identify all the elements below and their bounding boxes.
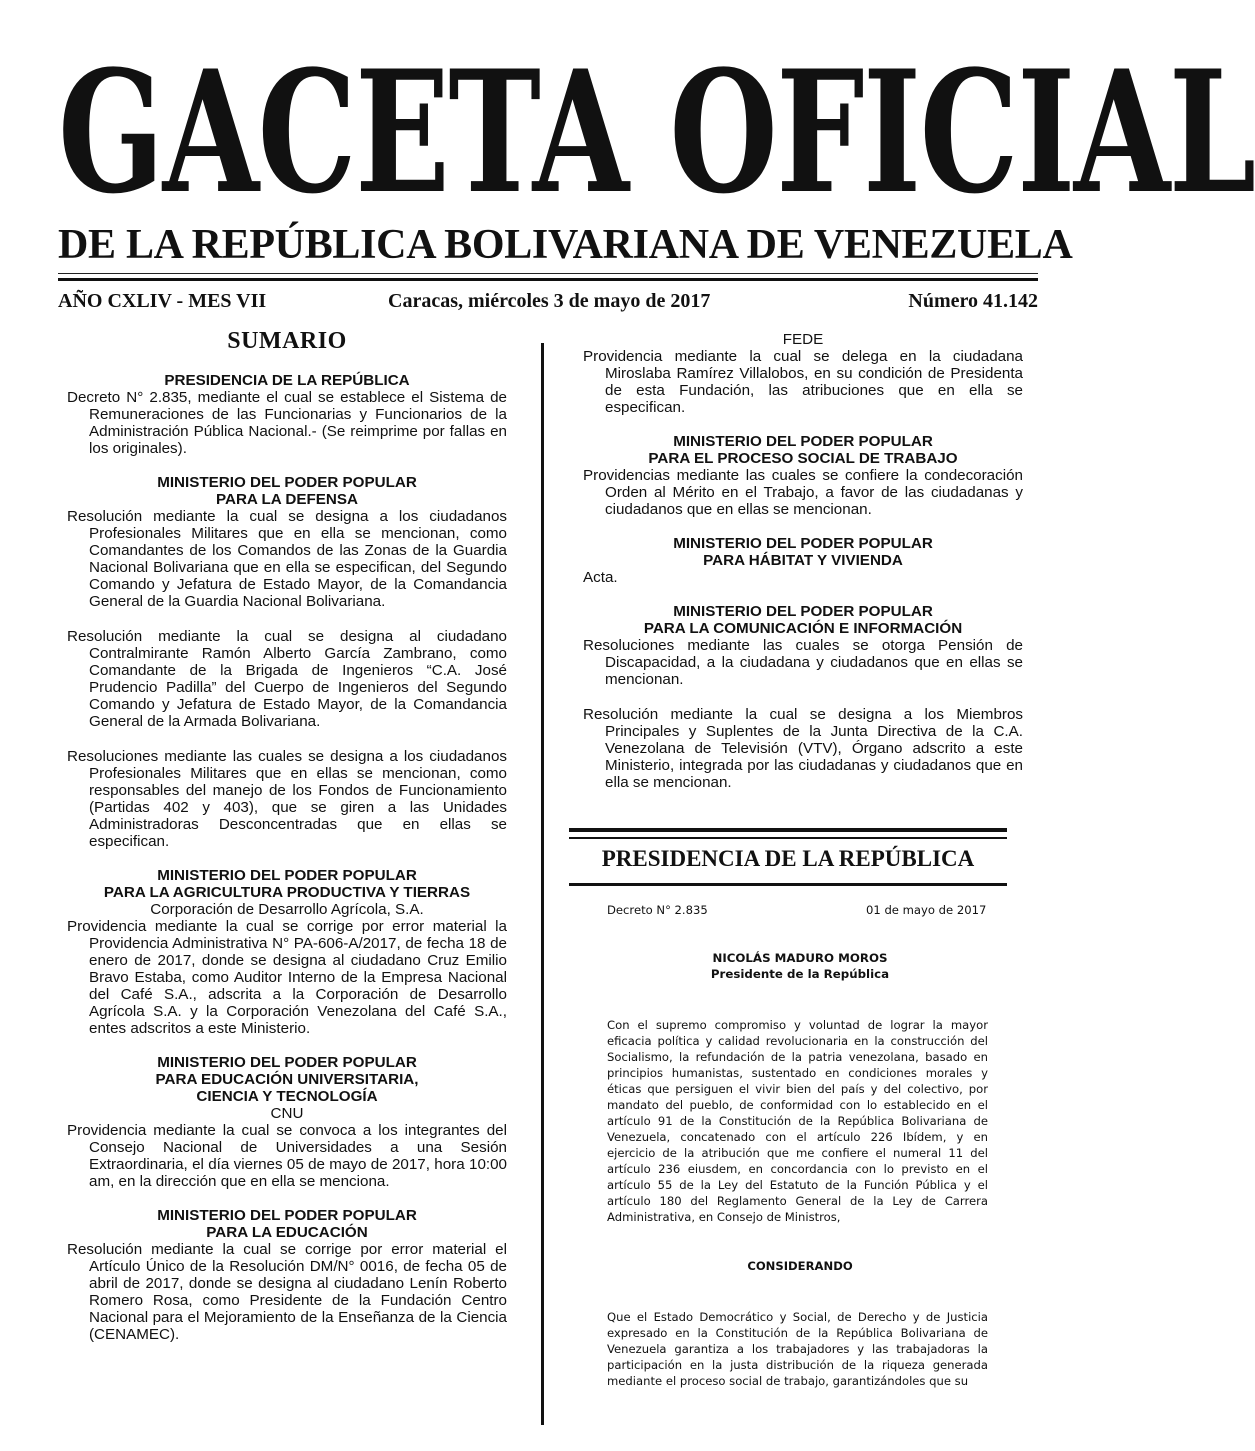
summary-entry: Resoluciones mediante las cuales se designa a los ciudadanos Profesionales Militares que en ellas se mencionan, como responsables del manejo de los Fondos de Funcionamiento (Partidas 402 y 403), que se giren a las Unidades Administradoras Desconcentradas que en ellas se especifican. <box>67 748 507 850</box>
section-heading: PARA LA EDUCACIÓN <box>206 1224 368 1241</box>
section-heading: MINISTERIO DEL PODER POPULAR <box>673 535 933 552</box>
section-band-top <box>569 828 1007 839</box>
section-heading: MINISTERIO DEL PODER POPULAR <box>673 603 933 620</box>
section-heading: PARA LA COMUNICACIÓN E INFORMACIÓN <box>643 620 963 637</box>
masthead-rule-top <box>58 273 1038 274</box>
decree-preamble: Con el supremo compromiso y voluntad de lograr la mayor eficacia política y calidad revolucionaria en la construcción del Socialismo, la refundación de la patria venezolana, basado en principios humanistas, sustentado en condiciones morales y éticas que persiguen el vivir bien del país y del colectivo, por mandato del pueblo, de conformidad con lo establecido en el artículo 91 de la Constitución de la República Bolivariana de Venezuela, concatenado con el artículo 226 Ibídem, y en ejercicio de la atribución que me confiere el numeral 11 del artículo 236 eiusdem, en concordancia con lo previsto en el artículo 55 de la Ley del Estatuto de la Función Pública y el artículo 180 del Reglamento General de la Ley de Carrera Administrativa, en Consejo de Ministros, <box>607 1018 988 1224</box>
section-band-bottom <box>569 883 1007 886</box>
sumario-title: SUMARIO <box>227 328 347 354</box>
section-heading: MINISTERIO DEL PODER POPULAR <box>157 1054 417 1071</box>
summary-entry: Resolución mediante la cual se designa a los ciudadanos Profesionales Militares que en ella se mencionan, como Comandantes de los Comandos de las Zonas de la Guardia Nacional Bolivariana que en ella se especifican, del Segundo Comando y Jefatura de Estado Mayor, de la Comandancia General de la Guardia Nacional Bolivariana. <box>67 508 507 610</box>
section-heading: PRESIDENCIA DE LA REPÚBLICA <box>164 372 410 389</box>
summary-entry: Resolución mediante la cual se designa a los Miembros Principales y Suplentes de la Junta Directiva de la C.A. Venezolana de Televisión (VTV), Órgano adscrito a este Ministerio, integrada por las ciudadanas y ciudadanos que en ella se mencionan. <box>583 706 1023 791</box>
dateline <box>58 290 1038 316</box>
year-month: AÑO CXLIV - MES VII <box>58 290 267 312</box>
issue-number: Número 41.142 <box>908 290 1038 312</box>
summary-entry: Resolución mediante la cual se corrige por error material el Artículo Único de la Resolución DM/N° 0016, de fecha 05 de abril de 2017, donde se designa al ciudadano Lenín Roberto Romero Rosa, como Presidente de la Fundación Centro Nacional para el Mejoramiento de la Enseñanza de la Ciencia (CENAMEC). <box>67 1241 507 1343</box>
considerando-text: Que el Estado Democrático y Social, de Derecho y de Justicia expresado en la Constitución de la República Bolivariana de Venezuela garantiza a los trabajadores y las trabajadoras la participación en la justa distribución de la riqueza generada mediante el proceso social de trabajo, garantizándoles que su <box>607 1310 988 1388</box>
section-subheading: CNU <box>270 1105 304 1122</box>
section-heading: PARA EDUCACIÓN UNIVERSITARIA, <box>155 1071 419 1088</box>
decree-date: 01 de mayo de 2017 <box>866 903 987 917</box>
section-heading: PARA LA DEFENSA <box>215 491 359 508</box>
section-heading: MINISTERIO DEL PODER POPULAR <box>673 433 933 450</box>
president-block <box>590 950 1010 982</box>
sumario-left-column <box>67 328 507 1343</box>
section-heading: MINISTERIO DEL PODER POPULAR <box>157 867 417 884</box>
decree-number: Decreto N° 2.835 <box>607 903 708 917</box>
summary-entry: Acta. <box>583 569 618 586</box>
summary-entry: Providencia mediante la cual se delega en la ciudadana Miroslaba Ramírez Villalobos, en su condición de Presidenta de esta Fundación, las atribuciones que en ella se especifican. <box>583 348 1023 416</box>
section-heading: MINISTERIO DEL PODER POPULAR <box>157 474 417 491</box>
summary-entry: Providencia mediante la cual se corrige por error material la Providencia Administrativa N° PA-606-A/2017, de fecha 18 de enero de 2017, donde se designa al ciudadano Cruz Emilio Bravo Estaba, como Auditor Interno de la Empresa Nacional del Café S.A., adscrita a la Corporación de Desarrollo Agrícola S.A. y la Corporación Venezolana del Café S.A., entes adscritos a este Ministerio. <box>67 918 507 1037</box>
masthead-subtitle: DE LA REPÚBLICA BOLIVARIANA DE VENEZUELA <box>58 222 1073 268</box>
summary-entry: Resoluciones mediante las cuales se otorga Pensión de Discapacidad, a la ciudadana y ciudadanos que en ellas se mencionan. <box>583 637 1023 688</box>
considerando-heading: CONSIDERANDO <box>747 1259 853 1273</box>
president-name: NICOLÁS MADURO MOROS <box>712 951 888 965</box>
section-heading: PARA HÁBITAT Y VIVIENDA <box>703 552 903 569</box>
summary-entry: Resolución mediante la cual se designa al ciudadano Contralmirante Ramón Alberto García Zambrano, como Comandante de la Brigada de Ingenieros “C.A. José Prudencio Padilla” del Cuerpo de Ingenieros del Segundo Comando y Jefatura de Estado Mayor, de la Comandancia General de la Armada Bolivariana. <box>67 628 507 730</box>
section-heading: CIENCIA Y TECNOLOGÍA <box>196 1088 378 1105</box>
section-subheading: FEDE <box>782 331 824 348</box>
section-heading: MINISTERIO DEL PODER POPULAR <box>157 1207 417 1224</box>
section-heading: PARA LA AGRICULTURA PRODUCTIVA Y TIERRAS <box>103 884 471 901</box>
sumario-right-column <box>583 331 1023 791</box>
section-title: PRESIDENCIA DE LA REPÚBLICA <box>601 846 975 871</box>
summary-entry: Providencia mediante la cual se convoca a los integrantes del Consejo Nacional de Universidades a una Sesión Extraordinaria, el día viernes 05 de mayo de 2017, hora 10:00 am, en la dirección que en ella se menciona. <box>67 1122 507 1190</box>
summary-entry: Decreto N° 2.835, mediante el cual se establece el Sistema de Remuneraciones de las Funcionarias y Funcionarios de la Administración Pública Nacional.- (Se reimprime por fallas en los originales). <box>67 389 507 457</box>
section-heading: PARA EL PROCESO SOCIAL DE TRABAJO <box>648 450 958 467</box>
section-subheading: Corporación de Desarrollo Agrícola, S.A. <box>150 901 424 918</box>
masthead-rule-bottom <box>58 278 1038 281</box>
summary-entry: Providencias mediante las cuales se confiere la condecoración Orden al Mérito en el Trabajo, a favor de las ciudadanas y ciudadanos que en ellas se mencionan. <box>583 467 1023 518</box>
place-date: Caracas, miércoles 3 de mayo de 2017 <box>388 290 711 312</box>
president-title: Presidente de la República <box>710 967 890 981</box>
masthead-title: GACETA OFICIAL <box>58 33 1255 231</box>
column-divider <box>541 343 544 1425</box>
